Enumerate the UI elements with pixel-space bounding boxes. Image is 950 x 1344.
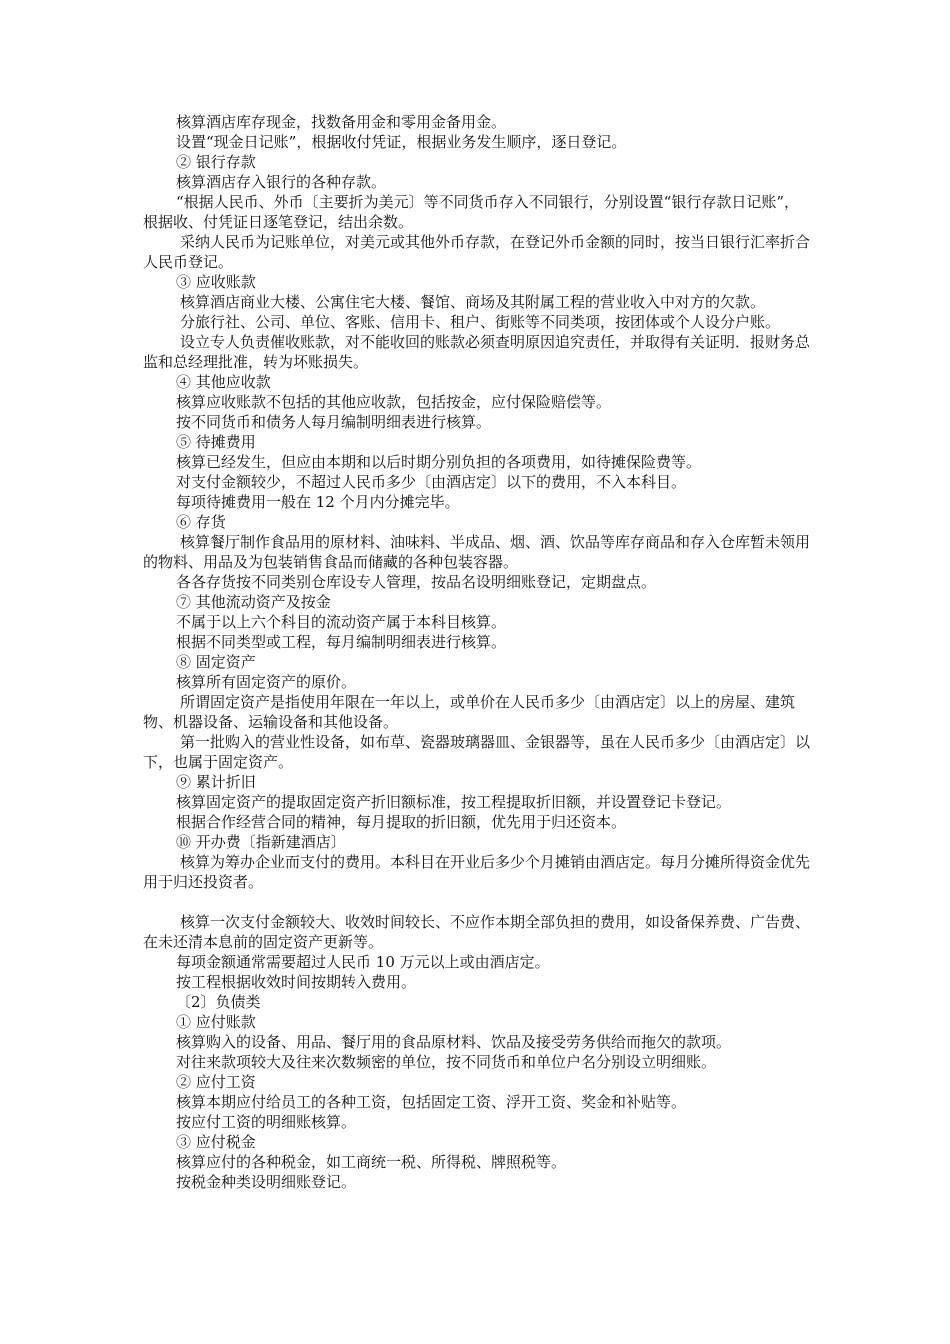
paragraph: 按工程根据收效时间按期转入费用。 [176, 973, 417, 991]
paragraph: 所谓固定资产是指使用年限在一年以上，或单价在人民币多少〔由酒店定〕以上的房屋、建筑物、机器设备、运输设备和其他设备。 [143, 693, 796, 731]
paragraph: 核算酒店库存现金，找数备用金和零用金备用金。 [176, 113, 507, 131]
paragraph: 对往来款项较大及往来次数频密的单位，按不同货币和单位户名分别设立明细账。 [176, 1053, 717, 1071]
paragraph: “根据人民币、外币〔主要折为美元〕等不同货币存入不同银行，分别设置“银行存款日记账”，根据收、付凭证日逐笔登记，结出余数。 [143, 193, 800, 231]
paragraph: 核算应收账款不包括的其他应收款，包括按金，应付保险赔偿等。 [176, 393, 612, 411]
paragraph: 每项待摊费用一般在 12 个月内分摊完毕。 [176, 493, 460, 511]
paragraph: 核算为筹办企业而支付的费用。本科目在开业后多少个月摊销由酒店定。每月分摊所得资金优先用于归还投资者。 [143, 853, 811, 891]
section-heading: ③ 应收账款 [176, 273, 256, 291]
section-heading: ⑨ 累计折旧 [176, 773, 256, 791]
document-body [143, 112, 813, 1192]
paragraph: 第一批购入的营业性设备，如布草、瓷器玻璃器皿、金银器等，虽在人民币多少〔由酒店定〕以下，也属于固定资产。 [143, 733, 811, 771]
paragraph: 各各存货按不同类别仓库设专人管理，按品名设明细账登记，定期盘点。 [176, 573, 657, 591]
paragraph: 核算所有固定资产的原价。 [176, 673, 357, 691]
paragraph: 根据不同类型或工程，每月编制明细表进行核算。 [176, 633, 507, 651]
paragraph: 核算已经发生，但应由本期和以后时期分别负担的各项费用，如待摊保险费等。 [176, 453, 702, 471]
blank-line [143, 892, 813, 912]
section-heading: ① 应付账款 [176, 1013, 256, 1031]
paragraph: 核算本期应付给员工的各种工资，包括固定工资、浮开工资、奖金和补贴等。 [176, 1093, 687, 1111]
section-heading: ⑤ 待摊费用 [176, 433, 256, 451]
paragraph: 不属于以上六个科目的流动资产属于本科目核算。 [176, 613, 507, 631]
paragraph: 核算一次支付金额较大、收效时间较长、不应作本期全部负担的费用，如设备保养费、广告费、在未还清本息前的固定资产更新等。 [143, 913, 811, 951]
paragraph: 采纳人民币为记账单位，对美元或其他外币存款，在登记外币金额的同时，按当日银行汇率折合人民币登记。 [143, 233, 811, 271]
section-heading: ② 银行存款 [176, 153, 256, 171]
section-heading: 〔2〕负债类 [176, 993, 261, 1011]
section-heading: ⑦ 其他流动资产及按金 [176, 593, 331, 611]
paragraph: 按应付工资的明细账核算。 [176, 1113, 357, 1131]
paragraph: 核算餐厅制作食品用的原材料、油味料、半成品、烟、酒、饮品等库存商品和存入仓库暂未领用的物料、用品及为包装销售食品而储藏的各种包装容器。 [143, 533, 811, 571]
section-heading: ⑥ 存货 [176, 513, 226, 531]
paragraph: 核算应付的各种税金，如工商统一税、所得税、牌照税等。 [176, 1153, 567, 1171]
paragraph: 根据合作经营合同的精神，每月提取的折旧额，优先用于归还资本。 [176, 813, 627, 831]
paragraph: 每项金额通常需要超过人民币 10 万元以上或由酒店定。 [176, 953, 550, 971]
paragraph: 按不同货币和债务人每月编制明细表进行核算。 [176, 413, 492, 431]
paragraph: 设置“现金日记账”，根据收付凭证，根据业务发生顺序，逐日登记。 [176, 133, 627, 151]
section-heading: ⑧ 固定资产 [176, 653, 256, 671]
paragraph: 对支付金额较少，不超过人民币多少〔由酒店定〕以下的费用，不入本科目。 [176, 473, 687, 491]
section-heading: ④ 其他应收款 [176, 373, 271, 391]
paragraph: 按税金种类设明细账登记。 [176, 1173, 357, 1191]
paragraph: 核算固定资产的提取固定资产折旧额标准，按工程提取折旧额，并设置登记卡登记。 [176, 793, 732, 811]
paragraph: 设立专人负责催收账款，对不能收回的账款必须查明原因追究责任，并取得有关证明．报财务总监和总经理批准，转为坏账损失。 [143, 333, 811, 371]
paragraph: 核算酒店存入银行的各种存款。 [176, 173, 387, 191]
paragraph: 核算购入的设备、用品、餐厅用的食品原材料、饮品及接受劳务供给而拖欠的款项。 [176, 1033, 732, 1051]
section-heading: ③ 应付税金 [176, 1133, 256, 1151]
paragraph: 核算酒店商业大楼、公寓住宅大楼、餐馆、商场及其附属工程的营业收入中对方的欠款。 [180, 293, 766, 311]
section-heading: ② 应付工资 [176, 1073, 256, 1091]
paragraph: 分旅行社、公司、单位、客账、信用卡、租户、街账等不同类项，按团体或个人设分户账。 [180, 313, 781, 331]
section-heading: ⑩ 开办费〔指新建酒店〕 [176, 833, 346, 851]
